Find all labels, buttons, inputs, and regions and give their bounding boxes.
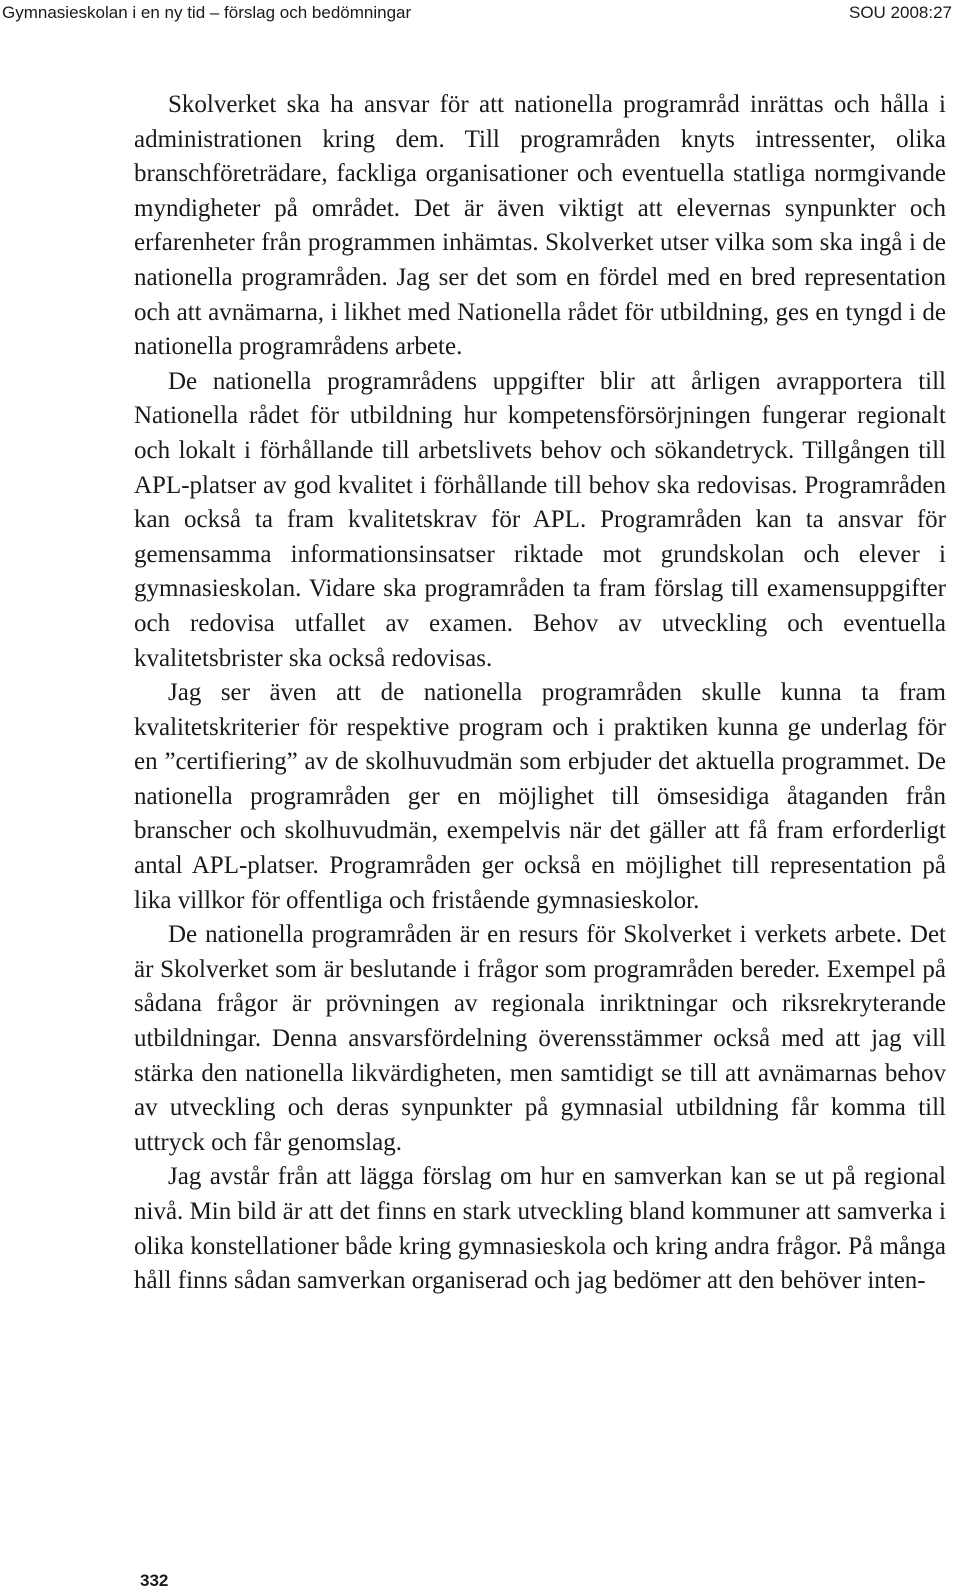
paragraph: De nationella programråden är en resurs för Skolverket i verkets arbete. Det är Skolverket som är beslutande i frågor som programråden bereder. Exempel på sådana frågor är prövningen av regionala inriktningar och riksrekryterande utbildningar. Denna ansvarsfördelning överensstämmer också med att jag vill stärka den nationella likvärdigheten, men samtidigt se till att avnämarnas behov av utveckling och deras synpunkter på gymnasial utbildning får komma till uttryck och får genomslag. [134, 921, 946, 1156]
header-report-number: SOU 2008:27 [848, 3, 952, 22]
paragraph: Jag avstår från att lägga förslag om hur en samverkan kan se ut på regional nivå. Min bild är att det finns en stark utveckling bland kommuner att samverka i olika konstellationer både kring gymnasieskola och kring andra frågor. På många håll finns sådan samverkan organiserad och jag bedömer att den behöver inten- [134, 1163, 946, 1295]
body-text [134, 88, 946, 1299]
running-header [0, 0, 960, 26]
paragraph: De nationella programrådens uppgifter blir att årligen avrapportera till Nationella rådet för utbildning hur kompetensförsörjningen fungerar regionalt och lokalt i förhållande till arbetslivets behov och sökandetryck. Tillgången till APL-platser av god kvalitet i förhållande till behov ska redovisas. Programråden kan också ta fram kvalitetskrav för APL. Programråden kan ta ansvar för gemensamma informationsinsatser riktade mot grundskolan och elever i gymnasieskolan. Vidare ska programråden ta fram förslag till examensuppgifter och redovisa utfallet av examen. Behov av utveckling och eventuella kvalitetsbrister ska också redovisas. [134, 367, 946, 672]
page-number: 332 [140, 1571, 169, 1590]
header-title: Gymnasieskolan i en ny tid – förslag och bedömningar [2, 3, 412, 22]
paragraph: Jag ser även att de nationella programråden skulle kunna ta fram kvalitetskriterier för respektive program och i praktiken kunna ge underlag för en ”certifiering” av de skolhuvudmän som erbjuder det aktuella programmet. De nationella programråden ger en möjlighet till ömsesidiga åtaganden från branscher och skolhuvudmän, exempelvis när det gäller att få fram erforderligt antal APL-platser. Programråden ger också en möjlighet till representation på lika villkor för offentliga och fristående gymnasieskolor. [134, 679, 946, 914]
paragraph: Skolverket ska ha ansvar för att nationella programråd inrättas och hålla i administrationen kring dem. Till programråden knyts intressenter, olika branschföreträdare, fackliga organisationer och eventuella statliga normgivande myndigheter på området. Det är även viktigt att elevernas synpunkter och erfarenheter från programmen inhämtas. Skolverket utser vilka som ska ingå i de nationella programråden. Jag ser det som en fördel med en bred representation och att avnämarna, i likhet med Nationella rådet för utbildning, ges en tyngd i de nationella programrådens arbete. [134, 91, 946, 361]
